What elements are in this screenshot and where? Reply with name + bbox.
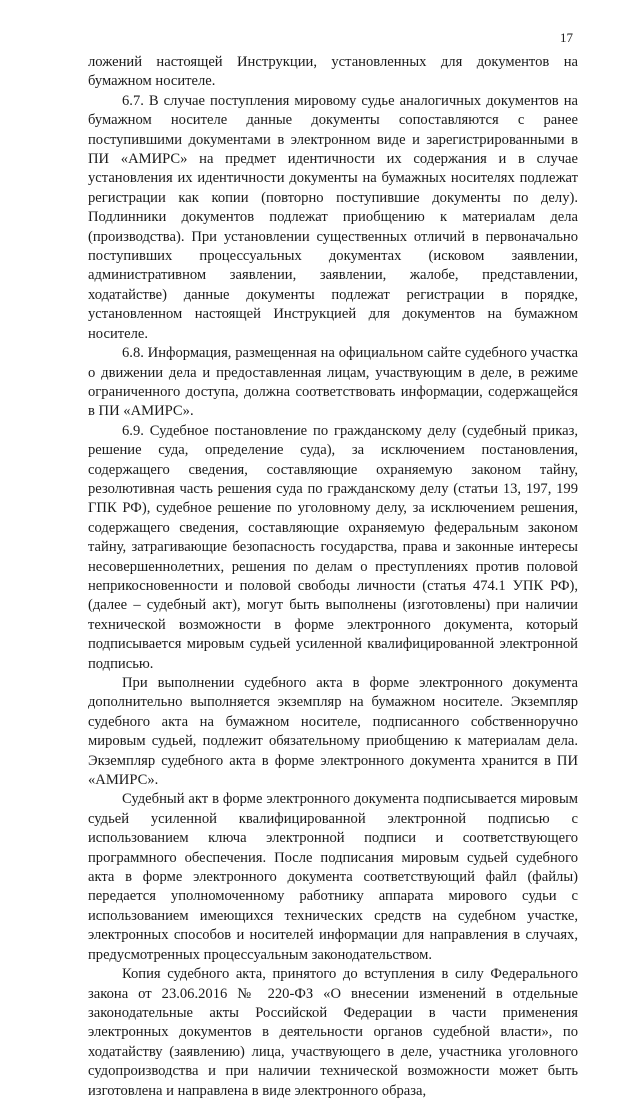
- paragraph-6-9: 6.9. Судебное постановление по гражданскому делу (судебный приказ, решение суда, определение суда), за исключением постановления, содержащего сведения, составляющие охраняемую законом тайну, резолютивная часть решения суда по гражданскому делу (статьи 13, 197, 199 ГПК РФ), судебное решение по уголовному делу, за исключением решения, содержащего сведения, составляющие охраняемую федеральным законом тайну, затрагивающие безопасность государства, права и законные интересы несовершеннолетних, решения по делам о преступлениях против половой неприкосновенности и половой свободы личности (статья 474.1 УПК РФ), (далее – судебный акт), могут быть выполнены (изготовлены) при наличии технической возможности в форме электронного документа, который подписывается мировым судьей усиленной квалифицированной электронной подписью.: [88, 422, 578, 672]
- page-number: 17: [560, 30, 573, 45]
- document-body: [88, 53, 578, 1101]
- paragraph-6-7: 6.7. В случае поступления мировому судье аналогичных документов на бумажном носителе данные документы сопоставляются с ранее поступившими документами в электронном виде и зарегистрированными в ПИ «АМИРС» на предмет идентичности их содержания и в случае установления их идентичности документы на бумажных носителях подлежат регистрации как копии (повторно поступившие документы по делу). Подлинники документов подлежат приобщению к материалам дела (производства). При установлении существенных отличий в первоначально поступивших процессуальных документах (исковом заявлении, административном заявлении, заявлении, жалобе, представлении, ходатайстве) данные документы подлежат регистрации в порядке, установленном настоящей Инструкцией для документов на бумажном носителе.: [88, 92, 578, 342]
- paragraph-6-8: 6.8. Информация, размещенная на официальном сайте судебного участка о движении дела и предоставленная лицам, участвующим в деле, в режиме ограниченного доступа, должна соответствовать информации, содержащейся в ПИ «АМИРС».: [88, 345, 578, 420]
- paragraph-paper-copy: При выполнении судебного акта в форме электронного документа дополнительно выполняется экземпляр на бумажном носителе. Экземпляр судебного акта на бумажном носителе, подписанного собственноручно мировым судьей, подлежит обязательному приобщению к материалам дела. Экземпляр судебного акта в форме электронного документа хранится в ПИ «АМИРС».: [88, 675, 578, 789]
- paragraph-continuation: ложений настоящей Инструкции, установленных для документов на бумажном носителе.: [88, 54, 578, 90]
- paragraph-electronic-signature: Судебный акт в форме электронного документа подписывается мировым судьей усиленной квалифицированной электронной подписью с использованием ключа электронной подписи и соответствующего программного обеспечения. После подписания мировым судьей судебного акта в форме электронного документа соответствующий файл (файлы) передается уполномоченному работнику аппарата мирового судьи с использованием имеющихся технических средств на судебном участке, электронных способов и носителей информации для направления в случаях, предусмотренных процессуальным законодательством.: [88, 791, 578, 963]
- paragraph-copy-of-act: Копия судебного акта, принятого до вступления в силу Федерального закона от 23.06.2016 № 220-ФЗ «О внесении изменений в отдельные законодательные акты Российской Федерации в части применения электронных документов в деятельности органов судебной власти», по ходатайству (заявлению) лица, участвующего в деле, участника уголовного судопроизводства и при наличии технической возможности может быть изготовлена и направлена в виде электронного образа,: [88, 966, 578, 1099]
